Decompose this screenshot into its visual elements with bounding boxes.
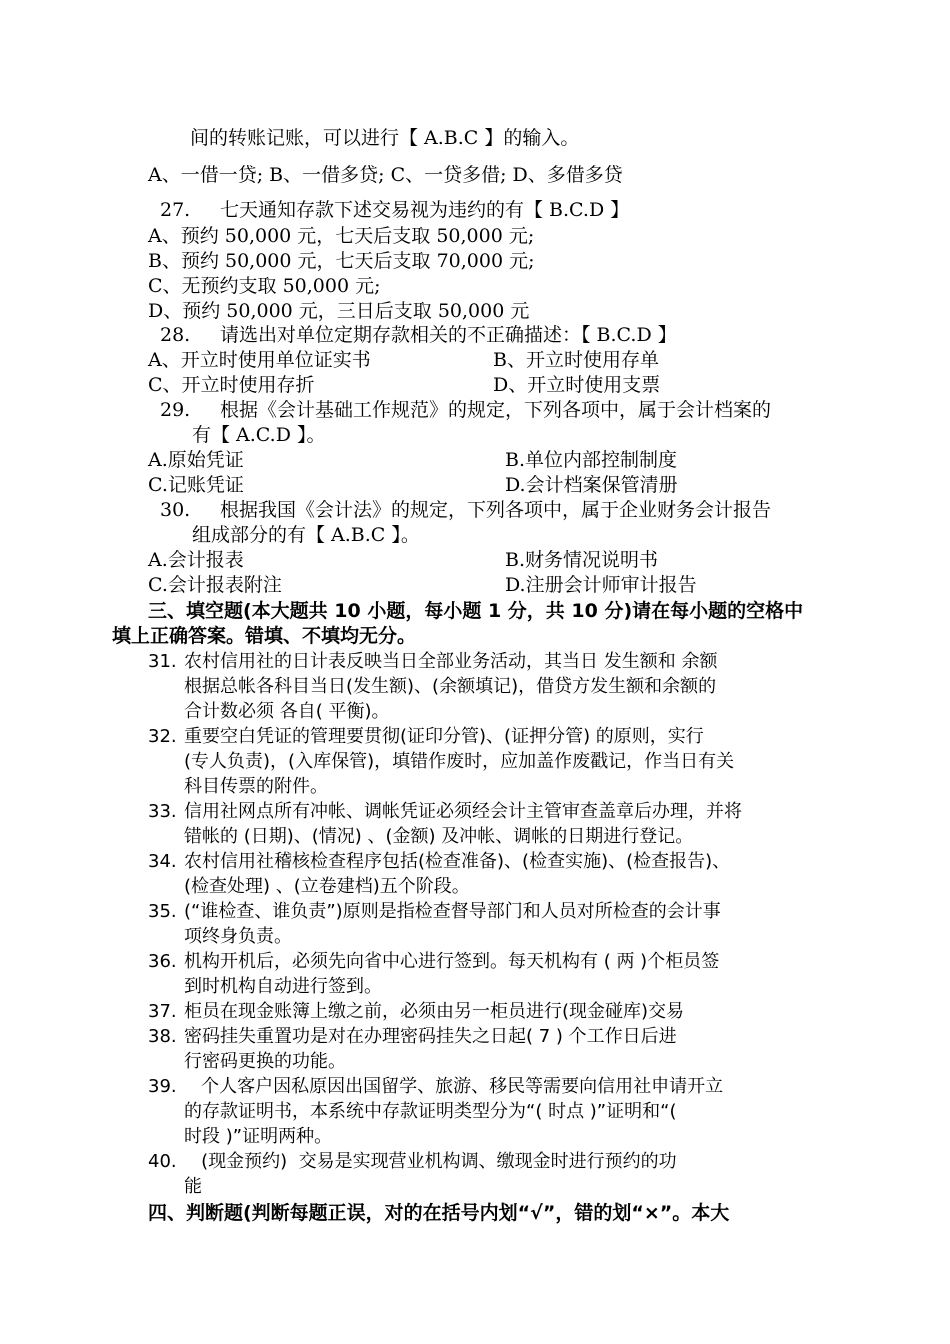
q39-line1: 39. 个人客户因私原因出国留学、旅游、移民等需要向信用社申请开立 — [148, 1076, 724, 1097]
q26-continuation: 间的转账记账，可以进行【 A.B.C 】的输入。 — [190, 127, 580, 149]
q29-option-a: A.原始凭证 — [148, 449, 244, 471]
q29-line2: 有【 A.C.D 】。 — [192, 424, 326, 446]
q29-stem — [160, 397, 771, 423]
q30-stem — [160, 497, 771, 523]
q27-number: 27. — [160, 199, 191, 221]
q38-line1: 38. 密码挂失重置功是对在办理密码挂失之日起( 7 ) 个工作日后进 — [148, 1026, 677, 1047]
q37-line1: 37. 柜员在现金账簿上缴之前，必须由另一柜员进行(现金碰库)交易 — [148, 1001, 685, 1022]
q39-line2: 的存款证明书，本系统中存款证明类型分为“( 时点 )”证明和“( — [184, 1101, 677, 1122]
q38-line2: 行密码更换的功能。 — [184, 1051, 346, 1072]
q32-line3: 科目传票的附件。 — [184, 776, 328, 797]
q27-option-a: A、预约 50,000 元，七天后支取 50,000 元; — [148, 225, 535, 247]
q30-option-d: D.注册会计师审计报告 — [505, 574, 697, 596]
q29-number: 29. — [160, 399, 191, 421]
q31-line2: 根据总帐各科目当日(发生额)、(余额填记)，借贷方发生额和余额的 — [184, 676, 717, 697]
q27-option-d: D、预约 50,000 元，三日后支取 50,000 元 — [148, 300, 530, 322]
q30-number: 30. — [160, 499, 191, 521]
q27-option-b: B、预约 50,000 元，七天后支取 70,000 元; — [148, 250, 535, 272]
q34-line2: (检查处理) 、(立卷建档)五个阶段。 — [184, 876, 470, 897]
q32-line1: 32. 重要空白凭证的管理要贯彻(证印分管)、(证押分管) 的原则，实行 — [148, 726, 704, 747]
q40-line2: 能 — [184, 1176, 202, 1197]
q28-option-c: C、开立时使用存折 — [148, 374, 315, 396]
q36-line2: 到时机构自动进行签到。 — [184, 976, 382, 997]
q29-line1: 根据《会计基础工作规范》的规定，下列各项中，属于会计档案的 — [220, 399, 772, 421]
q30-option-c: C.会计报表附注 — [148, 574, 282, 596]
q27-text: 七天通知存款下述交易视为违约的有【 B.C.D 】 — [220, 199, 630, 221]
section4-heading-line1: 四、判断题(判断每题正误，对的在括号内划“√”，错的划“×”。本大 — [148, 1202, 730, 1224]
q29-option-d: D.会计档案保管清册 — [505, 474, 678, 496]
q28-option-d: D、开立时使用支票 — [493, 374, 661, 396]
q26-options: A、一借一贷; B、一借多贷; C、一贷多借; D、多借多贷 — [148, 164, 623, 186]
q34-line1: 34. 农村信用社稽核检查程序包括(检查准备)、(检查实施)、(检查报告)、 — [148, 851, 731, 872]
q29-option-c: C.记账凭证 — [148, 474, 244, 496]
section3-heading-line2: 填上正确答案。错填、不填均无分。 — [112, 625, 417, 647]
q40-line1: 40. (现金预约) 交易是实现营业机构调、缴现金时进行预约的功 — [148, 1151, 677, 1172]
q27-stem — [160, 197, 629, 223]
q33-line2: 错帐的 (日期)、(情况) 、(金额) 及冲帐、调帐的日期进行登记。 — [184, 826, 694, 847]
q35-line2: 项终身负责。 — [184, 926, 292, 947]
q28-option-a: A、开立时使用单位证实书 — [148, 349, 371, 371]
q28-number: 28. — [160, 324, 191, 346]
q30-option-a: A.会计报表 — [148, 549, 244, 571]
q30-line1: 根据我国《会计法》的规定，下列各项中，属于企业财务会计报告 — [220, 499, 772, 521]
q32-line2: (专人负责)，(入库保管)，填错作废时，应加盖作废戳记，作当日有关 — [184, 751, 735, 772]
q39-line3: 时段 )”证明两种。 — [184, 1126, 333, 1147]
section3-heading-line1: 三、填空题(本大题共 10 小题，每小题 1 分，共 10 分)请在每小题的空格中 — [148, 600, 804, 622]
q28-stem — [160, 322, 677, 348]
q33-line1: 33. 信用社网点所有冲帐、调帐凭证必须经会计主管审查盖章后办理，并将 — [148, 801, 742, 822]
q29-option-b: B.单位内部控制制度 — [505, 449, 678, 471]
q35-line1: 35. (“谁检查、谁负责”)原则是指检查督导部门和人员对所检查的会计事 — [148, 901, 721, 922]
q28-option-b: B、开立时使用存单 — [493, 349, 659, 371]
q27-option-c: C、无预约支取 50,000 元; — [148, 275, 381, 297]
q30-line2: 组成部分的有【 A.B.C 】。 — [192, 524, 420, 546]
q30-option-b: B.财务情况说明书 — [505, 549, 659, 571]
q36-line1: 36. 机构开机后，必须先向省中心进行签到。每天机构有 ( 两 )个柜员签 — [148, 951, 720, 972]
q31-line1: 31. 农村信用社的日计表反映当日全部业务活动，其当日 发生额和 余额 — [148, 651, 718, 672]
q31-line3: 合计数必须 各自( 平衡)。 — [184, 701, 390, 722]
q28-text: 请选出对单位定期存款相关的不正确描述：【 B.C.D 】 — [220, 324, 677, 346]
